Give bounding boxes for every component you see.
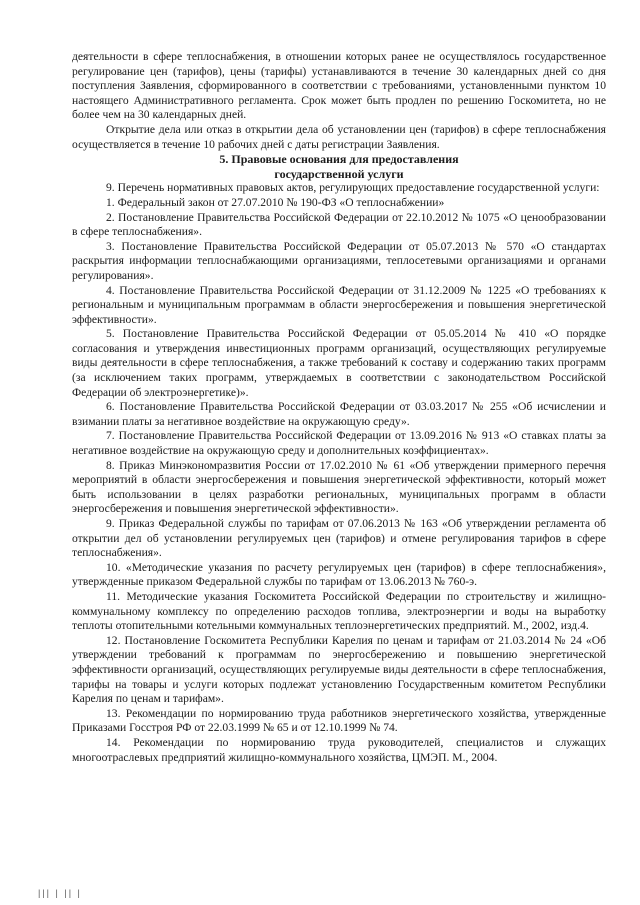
list-item: 9. Приказ Федеральной службы по тарифам от 07.06.2013 № 163 «Об утверждении регламента об открытии дел об установлении регулируемых цен (тарифов) и отмене регулирования тарифов в сфере теплоснабжения».: [72, 517, 606, 560]
list-item: 11. Методические указания Госкомитета Российской Федерации по строительству и жилищно-коммунальному комплексу по определению расходов топлива, электроэнергии и воды на выработку теплоты отопительными котельными коммунальных теплоэнергетических предприятий. М., 2002, изд.4.: [72, 589, 606, 633]
list-item: 1. Федеральный закон от 27.07.2010 № 190-ФЗ «О теплоснабжении»: [106, 195, 445, 209]
scan-marks: ||| | || |: [38, 888, 82, 898]
list-item: 14. Рекомендации по нормированию труда руководителей, специалистов и служащих многоотраслевых предприятий жилищно-коммунального хозяйства, ЦМЭП. М., 2004.: [72, 735, 606, 764]
list-item: 6. Постановление Правительства Российской Федерации от 03.03.2017 № 255 «Об исчислении и взимании платы за негативное воздействие на окружающую среду».: [72, 400, 606, 428]
section-heading-line1: 5. Правовые основания для предоставления: [219, 152, 459, 167]
document-page: [72, 50, 606, 765]
list-item: 5. Постановление Правительства Российской Федерации от 05.05.2014 № 410 «О порядке согласования и утверждения инвестиционных программ организаций, осуществляющих регулируемые виды деятельности в сфере теплоснабжения, а также требований к составу и содержанию таких программ (за исключением таких программ, утверждаемых в соответствии с законодательством Российской Федерации об электроэнергетике)».: [72, 327, 606, 399]
section-intro: 9. Перечень нормативных правовых актов, регулирующих предоставление государственной услуги:: [106, 181, 600, 195]
section-heading-line2: государственной услуги: [274, 166, 404, 181]
list-item: 12. Постановление Госкомитета Республики Карелия по ценам и тарифам от 21.03.2014 № 24 «Об утверждении требований к программам по энергосбережению и повышению энергетической эффективности организаций, осуществляющих регулируемые виды деятельности в сфере теплоснабжения, тарифы на товары и услуги которых подлежат установлению Государственным комитетом Республики Карелия по ценам и тарифам».: [72, 633, 606, 706]
paragraph-case-opening: Открытие дела или отказ в открытии дела об установлении цен (тарифов) в сфере теплоснабжения осуществляется в течение 10 рабочих дней с даты регистрации Заявления.: [72, 122, 606, 151]
list-item: 4. Постановление Правительства Российской Федерации от 31.12.2009 № 1225 «О требованиях к региональным и муниципальным программам в области энергосбережения и повышения энергетической эффективности».: [72, 283, 606, 326]
list-item: 7. Постановление Правительства Российской Федерации от 13.09.2016 № 913 «О ставках платы за негативное воздействие на окружающую среду и дополнительных коэффициентах».: [72, 429, 606, 458]
list-item: 8. Приказ Минэкономразвития России от 17.02.2010 № 61 «Об утверждении примерного перечня мероприятий в области энергосбережения и повышения энергетической эффективности, который может быть использовании в целях разработки региональных, муниципальных программ в области энергосбережения и повышения энергетической эффективности».: [72, 458, 606, 516]
list-item: 13. Рекомендации по нормированию труда работников энергетического хозяйства, утвержденные Приказами Госстроя РФ от 22.03.1999 № 65 и от 12.10.1999 № 74.: [72, 706, 606, 735]
list-item: 3. Постановление Правительства Российской Федерации от 05.07.2013 № 570 «О стандартах раскрытия информации теплоснабжающими организациями, теплосетевыми организациями и органами регулирования».: [72, 239, 606, 282]
list-item: 2. Постановление Правительства Российской Федерации от 22.10.2012 № 1075 «О ценообразовании в сфере теплоснабжения».: [72, 210, 606, 239]
paragraph-term-continuation: деятельности в сфере теплоснабжения, в отношении которых ранее не осуществлялось государственное регулирование цен (тарифов), цены (тарифы) устанавливаются в течение 30 календарных дней со дня поступления Заявления, сформированного в соответствии с требованиями, установленными пунктом 10 настоящего Административного регламента. Срок может быть продлен по решению Госкомитета, но не более чем на 30 календарных дней.: [72, 50, 606, 122]
list-item: 10. «Методические указания по расчету регулируемых цен (тарифов) в сфере теплоснабжения», утвержденные приказом Федеральной службы по тарифам от 13.06.2013 № 760-э.: [72, 560, 606, 589]
